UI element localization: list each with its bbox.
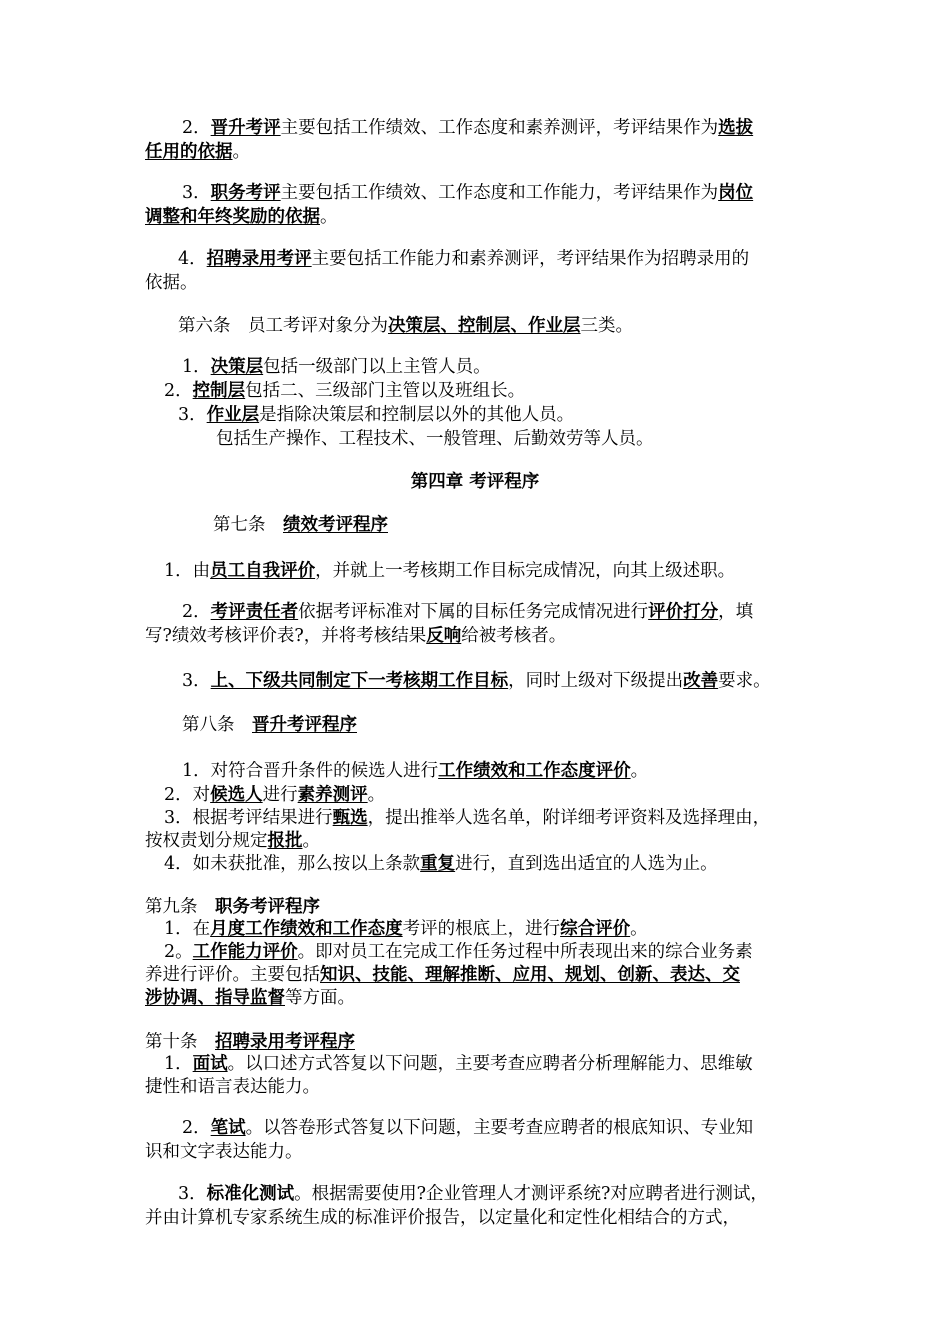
article-8-heading: 第八条 晋升考评程序 bbox=[182, 715, 357, 735]
operation-layer-detail: 包括生产操作、工程技术、一般管理、后勤效劳等人员。 bbox=[216, 429, 654, 449]
position-step-2-line-1: 2。工作能力评价。即对员工在完成工作任务过程中所表现出来的综合业务素 bbox=[164, 942, 753, 962]
recruit-step-3-line-1: 3．标准化测试。根据需要使用?企业管理人才测评系统?对应聘者进行测试， bbox=[178, 1184, 768, 1204]
recruit-step-1-line-1: 1．面试。以口述方式答复以下问题，主要考查应聘者分析理解能力、思维敏 bbox=[164, 1054, 753, 1074]
article-6: 第六条 员工考评对象分为决策层、控制层、作业层三类。 bbox=[178, 316, 633, 336]
term-promotion-eval: 晋升考评 bbox=[210, 118, 281, 138]
position-eval-line-1: 3．职务考评主要包括工作绩效、工作态度和工作能力，考评结果作为岗位 bbox=[182, 183, 754, 203]
recruit-step-3-line-2: 并由计算机专家系统生成的标准评价报告，以定量化和定性化相结合的方式， bbox=[145, 1208, 740, 1228]
position-eval-line-2: 调整和年终奖励的依据。 bbox=[145, 207, 338, 227]
promotion-step-2: 2．对候选人进行素养测评。 bbox=[164, 785, 386, 805]
performance-step-2-line-1: 2．考评责任者依据考评标准对下属的目标任务完成情况进行评价打分，填 bbox=[182, 602, 754, 622]
promotion-step-4: 4．如未获批准，那么按以上条款重复进行，直到选出适宜的人选为止。 bbox=[164, 854, 718, 874]
list-item-decision-layer: 1．决策层包括一级部门以上主管人员。 bbox=[182, 357, 491, 377]
chapter-heading: 第四章 考评程序 bbox=[410, 472, 540, 492]
performance-step-3: 3．上、下级共同制定下一考核期工作目标，同时上级对下级提出改善要求。 bbox=[182, 671, 771, 691]
term-position-eval: 职务考评 bbox=[210, 183, 281, 203]
promotion-step-1: 1．对符合晋升条件的候选人进行工作绩效和工作态度评价。 bbox=[182, 761, 649, 781]
term-recruit-eval: 招聘录用考评 bbox=[206, 249, 312, 269]
recruit-step-2-line-1: 2．笔试。以答卷形式答复以下问题，主要考查应聘者的根底知识、专业知 bbox=[182, 1118, 754, 1138]
position-step-1: 1．在月度工作绩效和工作态度考评的根底上，进行综合评价。 bbox=[164, 919, 648, 939]
recruit-step-2-line-2: 识和文字表达能力。 bbox=[145, 1142, 303, 1162]
promotion-eval-line-1: 2．晋升考评主要包括工作绩效、工作态度和素养测评，考评结果作为选拔 bbox=[182, 118, 754, 138]
recruit-eval-line-1: 4．招聘录用考评主要包括工作能力和素养测评，考评结果作为招聘录用的 bbox=[178, 249, 750, 269]
promotion-step-3-line-2: 按权责划分规定报批。 bbox=[145, 831, 320, 851]
recruit-eval-line-2: 依据。 bbox=[145, 273, 198, 293]
article-10-heading: 第十条 招聘录用考评程序 bbox=[145, 1032, 355, 1052]
promotion-step-3-line-1: 3．根据考评结果进行甄选，提出推举人选名单，附详细考评资料及选择理由， bbox=[164, 808, 771, 828]
performance-step-2-line-2: 写?绩效考核评价表?，并将考核结果反响给被考核者。 bbox=[145, 626, 567, 646]
list-item-control-layer: 2．控制层包括二、三级部门主管以及班组长。 bbox=[164, 381, 526, 401]
recruit-step-1-line-2: 捷性和语言表达能力。 bbox=[145, 1077, 320, 1097]
position-step-2-line-2: 养进行评价。主要包括知识、技能、理解推断、应用、规划、创新、表达、交 bbox=[145, 965, 740, 985]
article-7-heading: 第七条 绩效考评程序 bbox=[213, 515, 388, 535]
position-step-2-line-3: 涉协调、指导监督等方面。 bbox=[145, 988, 355, 1008]
list-item-operation-layer: 3．作业层是指除决策层和控制层以外的其他人员。 bbox=[178, 405, 575, 425]
performance-step-1: 1．由员工自我评价，并就上一考核期工作目标完成情况，向其上级述职。 bbox=[164, 561, 736, 581]
promotion-eval-line-2: 任用的依据。 bbox=[145, 142, 250, 162]
article-9-heading: 第九条 职务考评程序 bbox=[145, 897, 320, 917]
